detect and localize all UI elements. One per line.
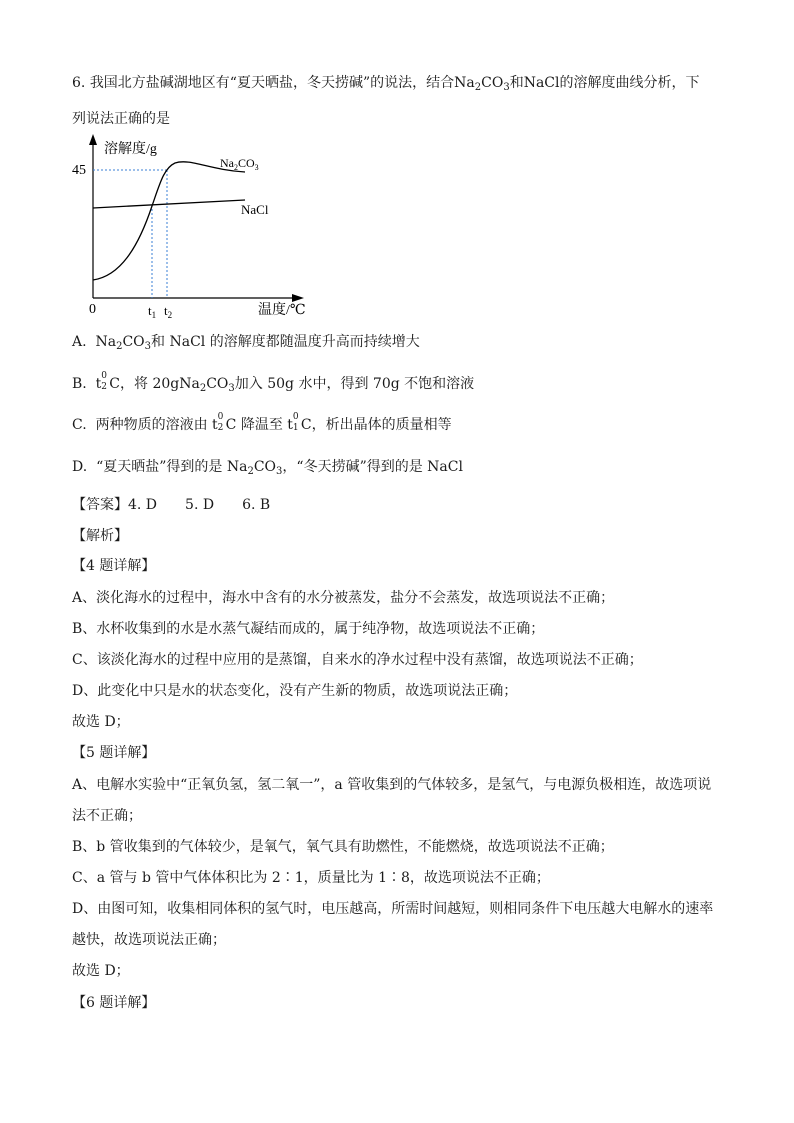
q5-line: 越快，故选项说法正确；	[72, 932, 226, 948]
option-a: A. $Na_2CO_3$和 NaCl 的溶解度都随温度升高而持续增大	[72, 334, 420, 352]
option-c: C. 两种物质的溶液由 t 0 2 C 降温至 t 0 1 C，析出晶体的质量相等	[72, 412, 452, 433]
q4-line: 故选 D；	[72, 714, 130, 730]
x-axis-arrow	[292, 294, 304, 302]
q5-line: D、由图可知，收集相同体积的氢气时，电压越高，所需时间越短，则相同条件下电压越大电解水的速率	[72, 901, 714, 917]
question-stem-line1: 6. 我国北方盐碱湖地区有“夏天晒盐，冬天捞碱”的说法，结合$Na_2CO_3$和NaCl的溶解度曲线分析，下	[72, 75, 700, 93]
answer-label: 【答案】	[72, 497, 128, 513]
q5-title: 【5 题详解】	[72, 745, 156, 761]
q4-line: A、淡化海水的过程中，海水中含有的水分被蒸发，盐分不会蒸发，故选项说法不正确；	[72, 590, 615, 606]
nacl-label: NaCl	[241, 202, 269, 217]
t2-label: $t_2$	[164, 303, 173, 320]
q4-title: 【4 题详解】	[72, 558, 156, 574]
analysis-label: 【解析】	[72, 528, 128, 544]
answer-line	[72, 496, 270, 514]
answer-values: 4. D 5. D 6. B	[128, 497, 271, 513]
origin-label: 0	[89, 302, 96, 317]
na2co3-label: $Na_2CO_3$	[220, 156, 259, 172]
q4-line: B、水杯收集到的水是水蒸气凝结而成的，属于纯净物，故选项说法不正确；	[72, 621, 545, 637]
question-number: 6.	[72, 75, 86, 91]
q5-line: 法不正确；	[72, 808, 142, 824]
x-axis-label: 温度/℃	[258, 303, 306, 318]
y-marker-45: 45	[72, 163, 86, 178]
solubility-chart	[60, 128, 320, 323]
na2co3-curve	[93, 162, 245, 280]
q4-line: D、此变化中只是水的状态变化，没有产生新的物质，故选项说法正确；	[72, 683, 518, 699]
y-axis-label: 溶解度/g	[104, 142, 157, 157]
q5-line: 故选 D；	[72, 963, 130, 979]
question-stem-line2: 列说法正确的是	[72, 111, 170, 127]
nacl-curve	[93, 200, 245, 208]
y-axis-arrow	[89, 134, 97, 145]
q5-line: A、电解水实验中“正氧负氢，氢二氧一”，a 管收集到的气体较多，是氢气，与电源负极相连，故选项说	[72, 777, 712, 793]
q4-line: C、该淡化海水的过程中应用的是蒸馏，自来水的净水过程中没有蒸馏，故选项说法不正确；	[72, 652, 643, 668]
q5-line: C、a 管与 b 管中气体体积比为 2∶1，质量比为 1∶8，故选项说法不正确；	[72, 870, 550, 886]
option-b: B. t 0 2 C，将 $20gNa_2CO_3$加入 50g 水中，得到 70g 不饱和溶液	[72, 371, 475, 394]
option-d: D. “夏天晒盐”得到的是 $Na_2CO_3$，“冬天捞碱”得到的是 NaCl	[72, 459, 463, 477]
q6-title: 【6 题详解】	[72, 995, 156, 1011]
t1-label: $t_1$	[148, 303, 157, 320]
q5-line: B、b 管收集到的气体较少，是氧气，氧气具有助燃性，不能燃烧，故选项说法不正确；	[72, 839, 614, 855]
